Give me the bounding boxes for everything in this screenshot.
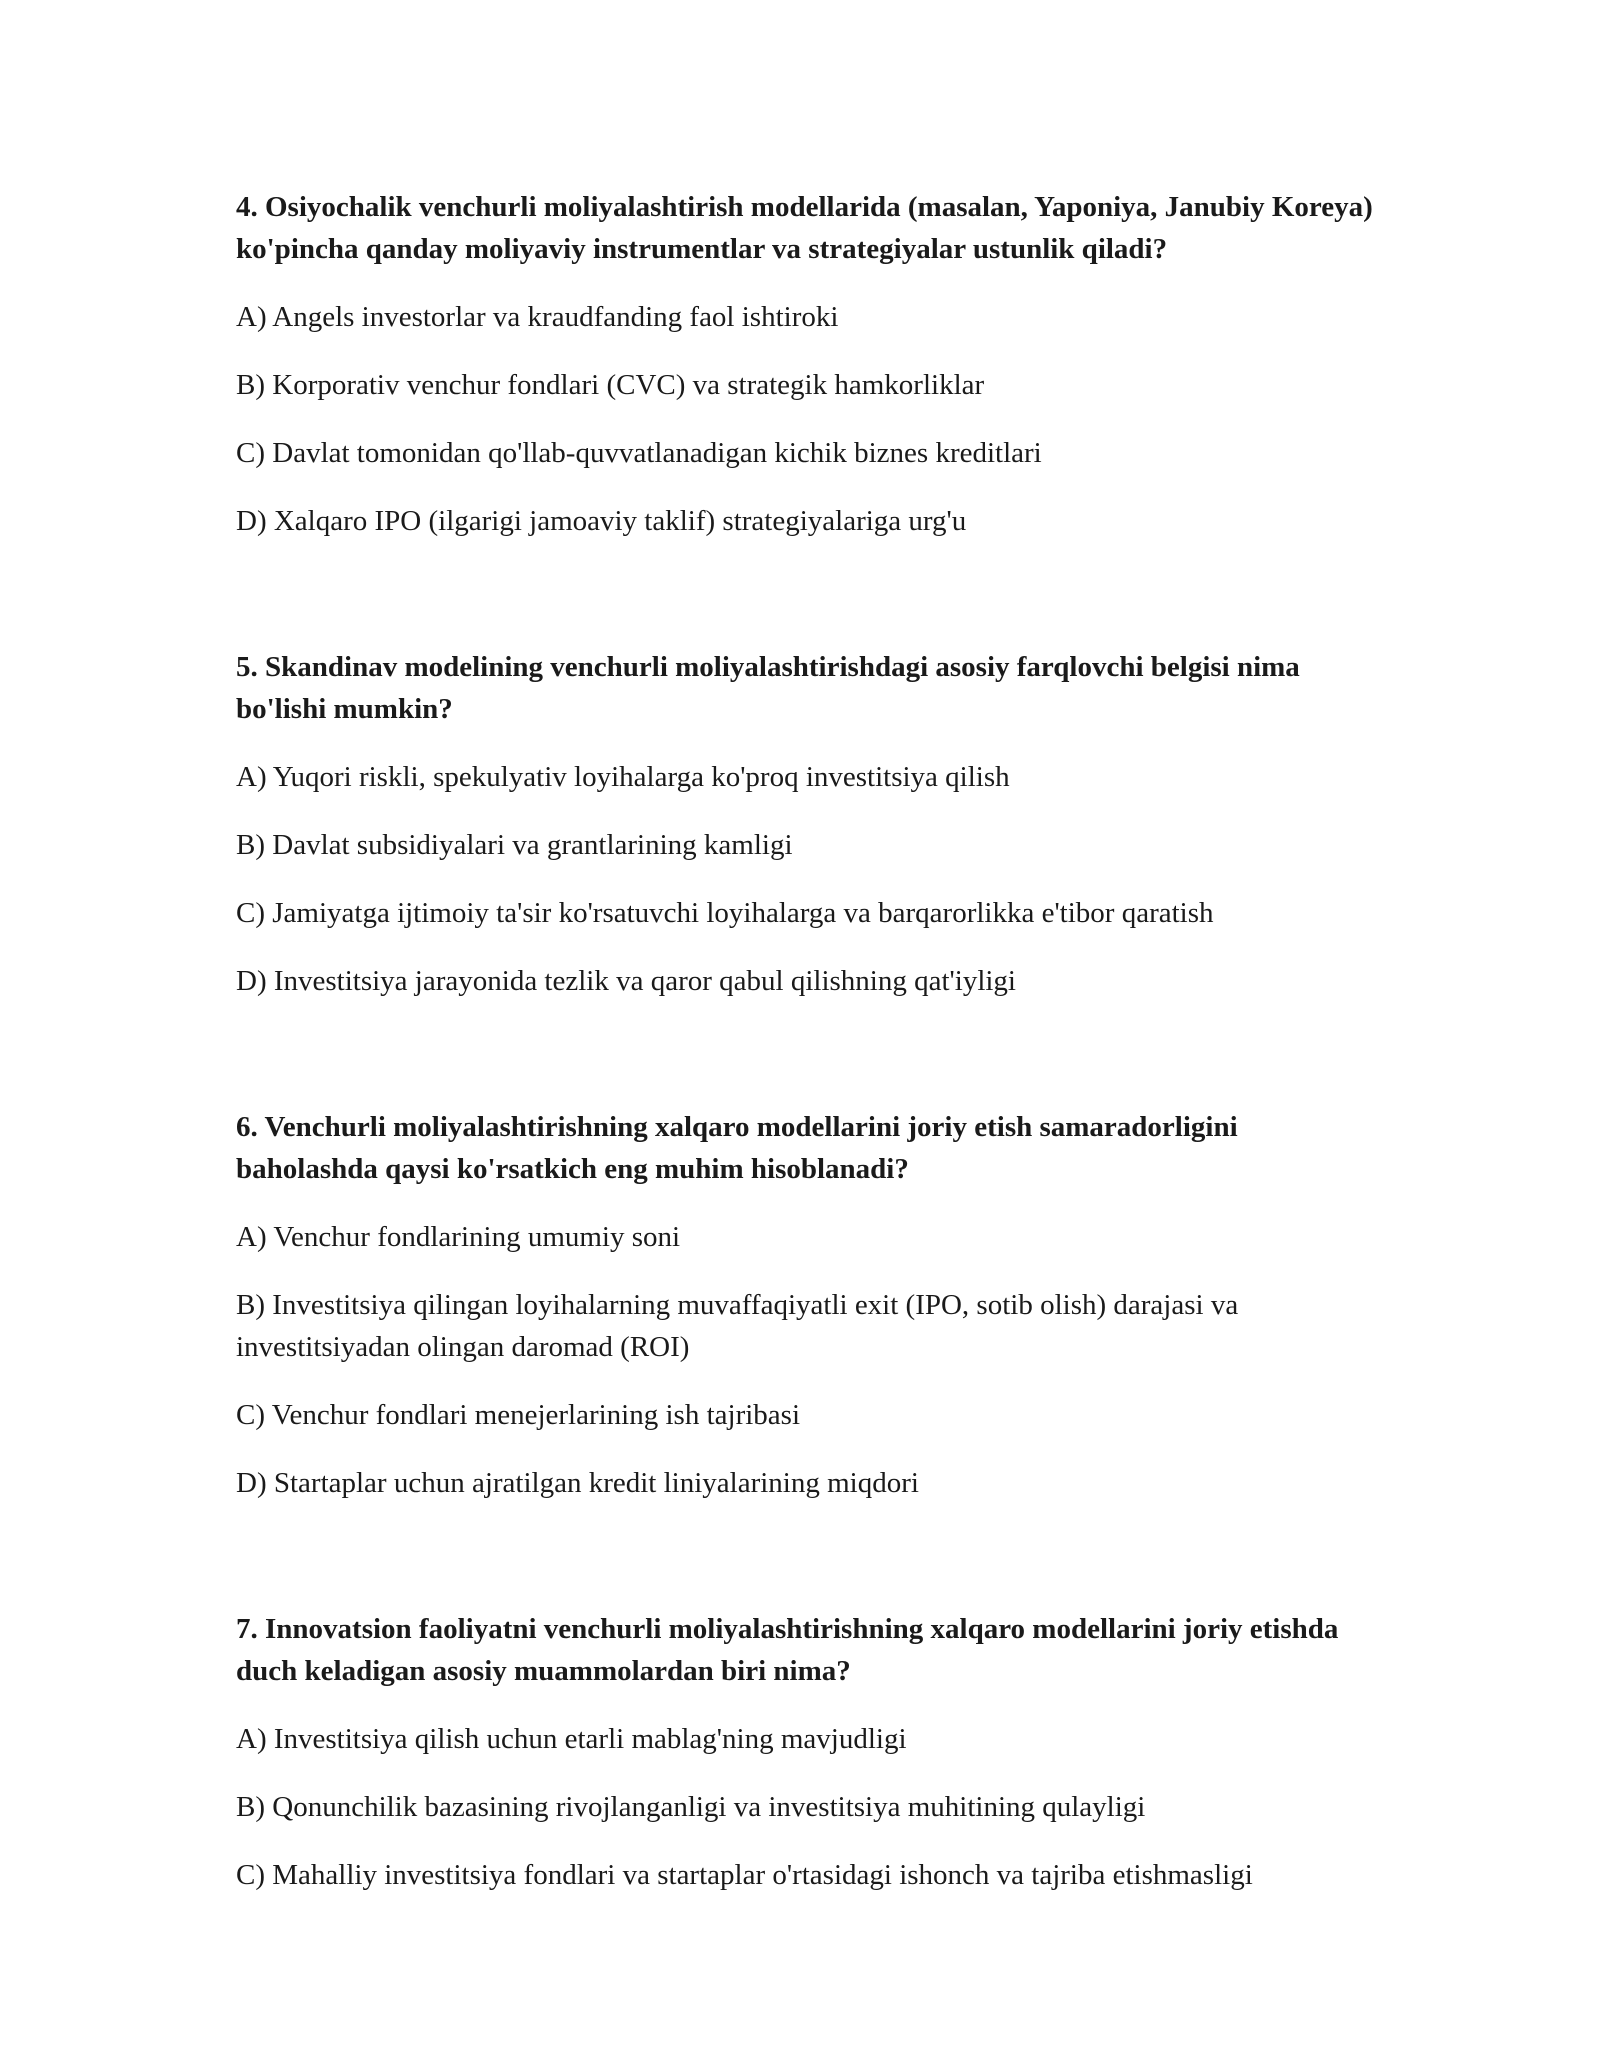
document-page [236, 186, 1386, 2000]
question-4-option-a: A) Angels investorlar va kraudfanding faol ishtiroki [236, 301, 839, 333]
question-7-option-b: B) Qonunchilik bazasining rivojlanganligi va investitsiya muhitining qulayligi [236, 1791, 1146, 1823]
question-7-option-c: C) Mahalliy investitsiya fondlari va startaplar o'rtasidagi ishonch va tajriba etishmasligi [236, 1859, 1253, 1891]
question-4-option-b: B) Korporativ venchur fondlari (CVC) va strategik hamkorliklar [236, 369, 985, 401]
question-block-5 [236, 646, 1386, 1002]
question-6-text: 6. Venchurli moliyalashtirishning xalqaro modellarini joriy etish samaradorligini baholashda qaysi ko'rsatkich eng muhim hisoblanadi? [236, 1111, 1238, 1185]
question-5-option-d: D) Investitsiya jarayonida tezlik va qaror qabul qilishning qat'iyligi [236, 965, 1016, 997]
question-4-option-d: D) Xalqaro IPO (ilgarigi jamoaviy taklif) strategiyalariga urg'u [236, 505, 967, 537]
question-6-option-b: B) Investitsiya qilingan loyihalarning muvaffaqiyatli exit (IPO, sotib olish) darajasi va investitsiyadan olingan daromad (ROI) [236, 1289, 1239, 1363]
question-block-6 [236, 1106, 1386, 1504]
question-6-option-a: A) Venchur fondlarining umumiy soni [236, 1221, 681, 1253]
question-block-7 [236, 1608, 1386, 1896]
question-5-text: 5. Skandinav modelining venchurli moliyalashtirishdagi asosiy farqlovchi belgisi nima bo'lishi mumkin? [236, 651, 1300, 725]
question-block-4 [236, 186, 1386, 542]
question-7-text: 7. Innovatsion faoliyatni venchurli moliyalashtirishning xalqaro modellarini joriy etishda duch keladigan asosiy muammolardan biri nima? [236, 1613, 1339, 1687]
question-6-option-c: C) Venchur fondlari menejerlarining ish tajribasi [236, 1399, 800, 1431]
question-6-option-d: D) Startaplar uchun ajratilgan kredit liniyalarining miqdori [236, 1467, 919, 1499]
question-5-option-c: C) Jamiyatga ijtimoiy ta'sir ko'rsatuvchi loyihalarga va barqarorlikka e'tibor qaratish [236, 897, 1214, 929]
question-4-option-c: C) Davlat tomonidan qo'llab-quvvatlanadigan kichik biznes kreditlari [236, 437, 1042, 469]
question-4-text: 4. Osiyochalik venchurli moliyalashtirish modellarida (masalan, Yaponiya, Janubiy Koreya) ko'pincha qanday moliyaviy instrumentlar va strategiyalar ustunlik qiladi? [236, 191, 1373, 265]
question-5-option-b: B) Davlat subsidiyalari va grantlarining kamligi [236, 829, 793, 861]
question-7-option-a: A) Investitsiya qilish uchun etarli mablag'ning mavjudligi [236, 1723, 907, 1755]
question-5-option-a: A) Yuqori riskli, spekulyativ loyihalarga ko'proq investitsiya qilish [236, 761, 1010, 793]
